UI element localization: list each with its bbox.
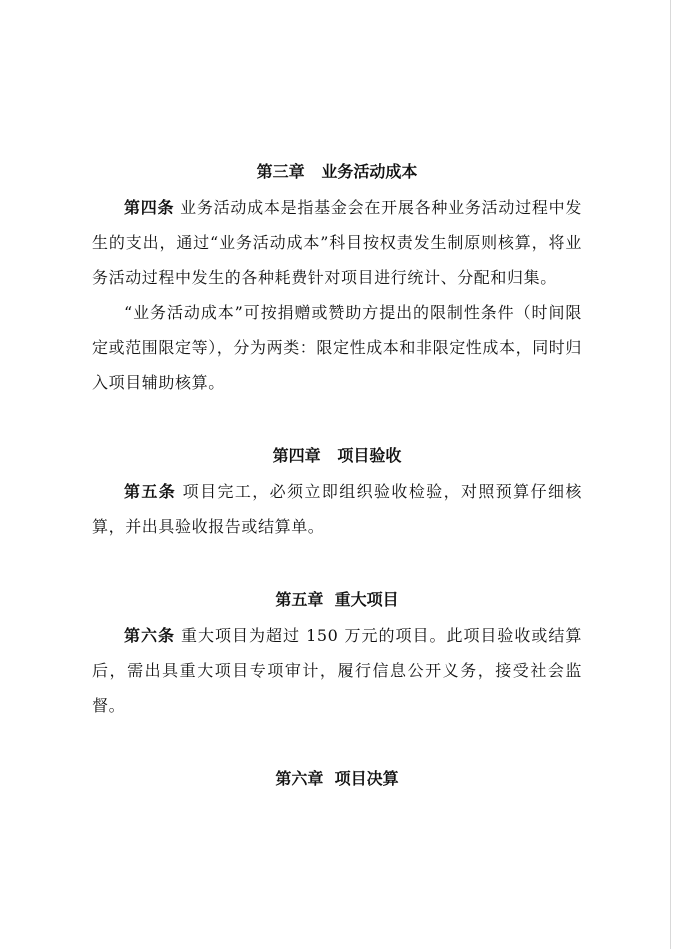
document-body	[92, 158, 582, 793]
article-4-continuation-text: “业务活动成本”可按捐赠或赞助方提出的限制性条件（时间限定或范围限定等），分为两类：限定性成本和非限定性成本，同时归入项目辅助核算。	[92, 303, 583, 392]
article-5-text: 项目完工，必须立即组织验收检验，对照预算仔细核算，并出具验收报告或结算单。	[92, 482, 582, 536]
chapter-6-section	[92, 765, 582, 793]
article-6-text: 重大项目为超过 150 万元的项目。此项目验收或结算后，需出具重大项目专项审计，履行信息公开义务，接受社会监督。	[92, 626, 582, 715]
article-5-paragraph	[92, 474, 582, 544]
article-5-label: 第五条	[124, 482, 177, 501]
article-4-label: 第四条	[124, 198, 175, 217]
article-4-text: 业务活动成本是指基金会在开展各种业务活动过程中发生的支出，通过“业务活动成本”科目按权责发生制原则核算，将业务活动过程中发生的各种耗费针对项目进行统计、分配和归集。	[92, 198, 582, 287]
chapter-6-title: 第六章 项目决算	[275, 769, 399, 788]
chapter-4-section	[92, 442, 582, 544]
article-4-continuation-paragraph	[92, 295, 582, 400]
chapter-5-title: 第五章 重大项目	[275, 590, 399, 609]
page-edge-divider	[670, 0, 671, 949]
article-6-label: 第六条	[124, 626, 175, 645]
chapter-5-section	[92, 586, 582, 723]
chapter-3-section	[92, 158, 582, 400]
chapter-4-title: 第四章 项目验收	[272, 446, 402, 465]
article-4-paragraph	[92, 190, 582, 295]
chapter-3-title: 第三章 业务活动成本	[256, 162, 418, 181]
article-6-paragraph	[92, 618, 582, 723]
